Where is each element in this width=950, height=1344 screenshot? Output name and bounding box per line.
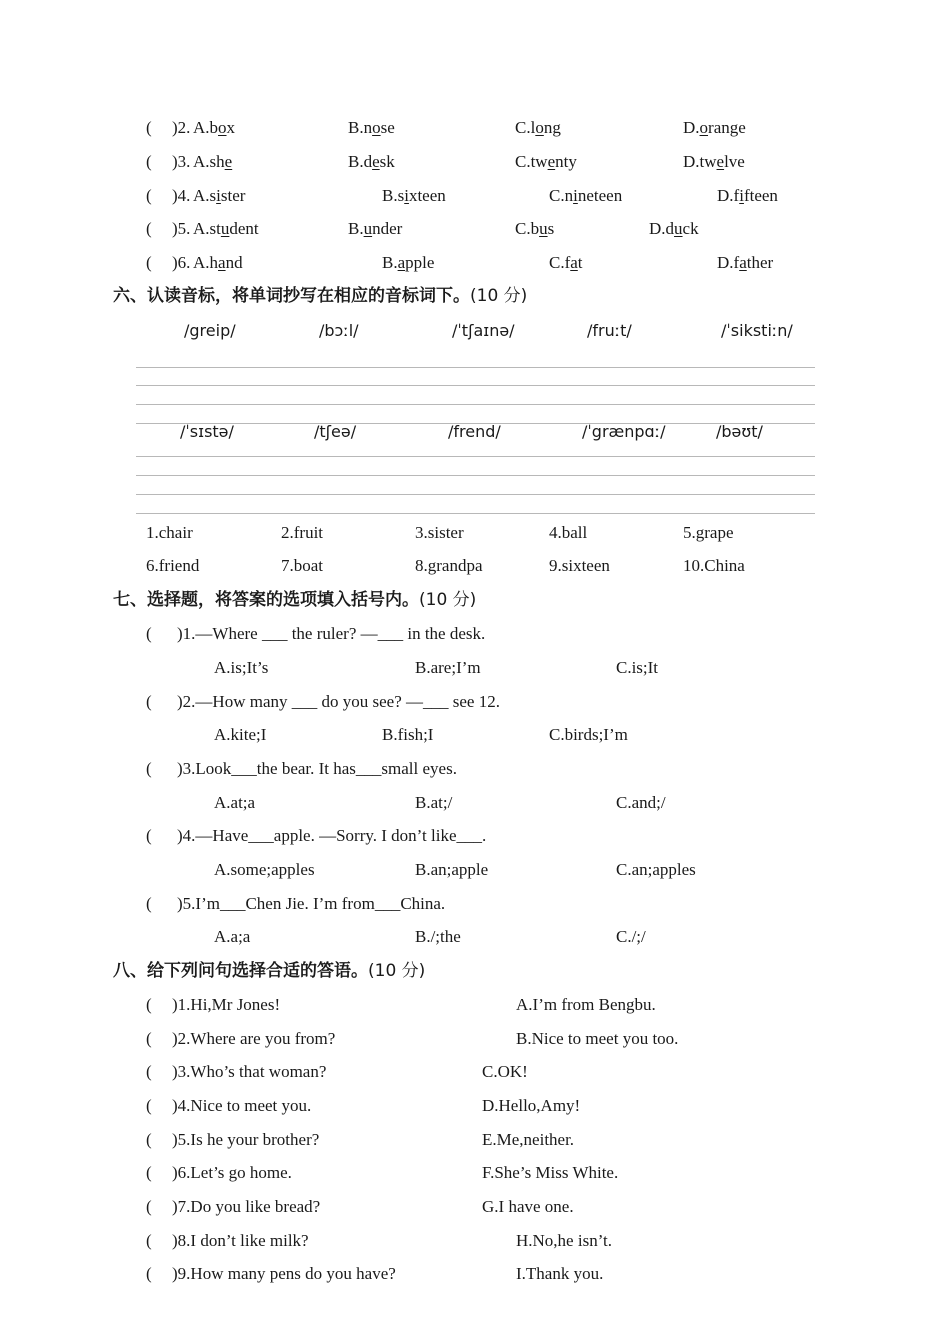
option-c: C.long: [515, 118, 561, 137]
question-text: )2.Where are you from?: [172, 1029, 336, 1048]
answer-bracket[interactable]: (: [146, 1029, 152, 1048]
option-c: C.is;It: [616, 658, 659, 677]
question-number: )6.: [172, 253, 191, 272]
answer-bracket[interactable]: (: [146, 624, 152, 643]
ipa-item: /bəʊt/: [716, 422, 763, 441]
ipa-item: /frend/: [448, 422, 501, 441]
ipa-item: /greip/: [184, 321, 236, 340]
question-number: )3.: [172, 152, 191, 171]
option-a: A.student: [193, 219, 259, 238]
section-6-heading: 六、认读音标，将单词抄写在相应的音标词下。(10 分): [113, 286, 528, 306]
option-b: B.fish;I: [382, 725, 434, 744]
ipa-item: /fruːt/: [587, 321, 632, 340]
answer-bracket[interactable]: (: [146, 995, 152, 1014]
option-d: D.duck: [649, 219, 699, 238]
section-7-heading: 七、选择题，将答案的选项填入括号内。(10 分): [113, 590, 477, 610]
answer-bracket[interactable]: (: [146, 1264, 152, 1283]
word-item: 2.fruit: [281, 523, 324, 542]
option-a: A.she: [193, 152, 233, 171]
answer-option: E.Me,neither.: [482, 1130, 575, 1149]
section-8-heading: 八、给下列问句选择合适的答语。(10 分): [113, 961, 426, 981]
option-b: B.are;I’m: [415, 658, 481, 677]
option-b: B./;the: [415, 927, 461, 946]
question-text: )7.Do you like bread?: [172, 1197, 321, 1216]
answer-bracket[interactable]: (: [146, 1062, 152, 1081]
option-c: C.bus: [515, 219, 555, 238]
answer-bracket[interactable]: (: [146, 826, 152, 845]
question-text: )4.—Have___apple. —Sorry. I don’t like___.: [177, 826, 487, 845]
word-item: 1.chair: [146, 523, 193, 542]
answer-option: I.Thank you.: [516, 1264, 604, 1283]
answer-option: F.She’s Miss White.: [482, 1163, 619, 1182]
question-text: )2.—How many ___ do you see? —___ see 12.: [177, 692, 500, 711]
ipa-item: /ˈsɪstə/: [180, 422, 234, 441]
answer-option: D.Hello,Amy!: [482, 1096, 581, 1115]
question-text: )5.Is he your brother?: [172, 1130, 320, 1149]
option-c: C./;/: [616, 927, 646, 946]
option-c: C.fat: [549, 253, 583, 272]
option-c: C.twenty: [515, 152, 577, 171]
option-b: B.under: [348, 219, 403, 238]
answer-bracket[interactable]: (: [146, 692, 152, 711]
option-a: A.at;a: [214, 793, 256, 812]
option-c: C.and;/: [616, 793, 666, 812]
question-text: )6.Let’s go home.: [172, 1163, 292, 1182]
question-text: )5.I’m___Chen Jie. I’m from___China.: [177, 894, 446, 913]
word-item: 9.sixteen: [549, 556, 610, 575]
answer-bracket[interactable]: (: [146, 894, 152, 913]
question-text: )9.How many pens do you have?: [172, 1264, 396, 1283]
option-b: B.sixteen: [382, 186, 446, 205]
writing-line: [136, 404, 815, 405]
word-item: 7.boat: [281, 556, 324, 575]
option-d: D.father: [717, 253, 774, 272]
answer-bracket[interactable]: (: [146, 1197, 152, 1216]
question-text: )3.Who’s that woman?: [172, 1062, 327, 1081]
ipa-item: /bɔːl/: [319, 321, 359, 340]
answer-bracket[interactable]: (: [146, 186, 152, 205]
option-c: C.nineteen: [549, 186, 623, 205]
question-text: )3.Look___the bear. It has___small eyes.: [177, 759, 457, 778]
option-c: C.birds;I’m: [549, 725, 628, 744]
question-number: )4.: [172, 186, 191, 205]
word-item: 5.grape: [683, 523, 734, 542]
word-item: 10.China: [683, 556, 745, 575]
answer-option: G.I have one.: [482, 1197, 574, 1216]
option-a: A.sister: [193, 186, 246, 205]
answer-bracket[interactable]: (: [146, 1163, 152, 1182]
answer-option: C.OK!: [482, 1062, 528, 1081]
answer-bracket[interactable]: (: [146, 759, 152, 778]
question-text: )4.Nice to meet you.: [172, 1096, 312, 1115]
answer-option: B.Nice to meet you too.: [516, 1029, 679, 1048]
option-a: A.kite;I: [214, 725, 267, 744]
answer-bracket[interactable]: (: [146, 1096, 152, 1115]
option-a: A.a;a: [214, 927, 251, 946]
answer-option: H.No,he isn’t.: [516, 1231, 613, 1250]
answer-bracket[interactable]: (: [146, 1231, 152, 1250]
question-number: )5.: [172, 219, 191, 238]
answer-bracket[interactable]: (: [146, 118, 152, 137]
word-item: 4.ball: [549, 523, 588, 542]
option-b: B.apple: [382, 253, 435, 272]
ipa-item: /ˈsikstiːn/: [721, 321, 793, 340]
answer-bracket[interactable]: (: [146, 152, 152, 171]
writing-line: [136, 367, 815, 368]
word-item: 3.sister: [415, 523, 464, 542]
option-a: A.hand: [193, 253, 243, 272]
option-a: A.some;apples: [214, 860, 315, 879]
option-d: D.twelve: [683, 152, 745, 171]
word-item: 6.friend: [146, 556, 200, 575]
option-a: A.is;It’s: [214, 658, 269, 677]
option-c: C.an;apples: [616, 860, 696, 879]
option-b: B.at;/: [415, 793, 453, 812]
word-item: 8.grandpa: [415, 556, 483, 575]
writing-line: [136, 494, 815, 495]
question-number: )2.: [172, 118, 191, 137]
writing-line: [136, 456, 815, 457]
ipa-item: /tʃeə/: [314, 422, 357, 441]
option-d: D.fifteen: [717, 186, 778, 205]
option-a: A.box: [193, 118, 236, 137]
question-text: )1.Hi,Mr Jones!: [172, 995, 281, 1014]
question-text: )8.I don’t like milk?: [172, 1231, 309, 1250]
option-b: B.nose: [348, 118, 395, 137]
answer-bracket[interactable]: (: [146, 253, 152, 272]
answer-option: A.I’m from Bengbu.: [516, 995, 656, 1014]
writing-line: [136, 385, 815, 386]
option-b: B.an;apple: [415, 860, 489, 879]
answer-bracket[interactable]: (: [146, 1130, 152, 1149]
ipa-item: /ˈtʃaɪnə/: [452, 321, 515, 340]
option-d: D.orange: [683, 118, 746, 137]
option-b: B.desk: [348, 152, 395, 171]
writing-line: [136, 475, 815, 476]
answer-bracket[interactable]: (: [146, 219, 152, 238]
writing-line: [136, 513, 815, 514]
question-text: )1.—Where ___ the ruler? —___ in the desk.: [177, 624, 486, 643]
ipa-item: /ˈgrænpɑː/: [582, 422, 666, 441]
